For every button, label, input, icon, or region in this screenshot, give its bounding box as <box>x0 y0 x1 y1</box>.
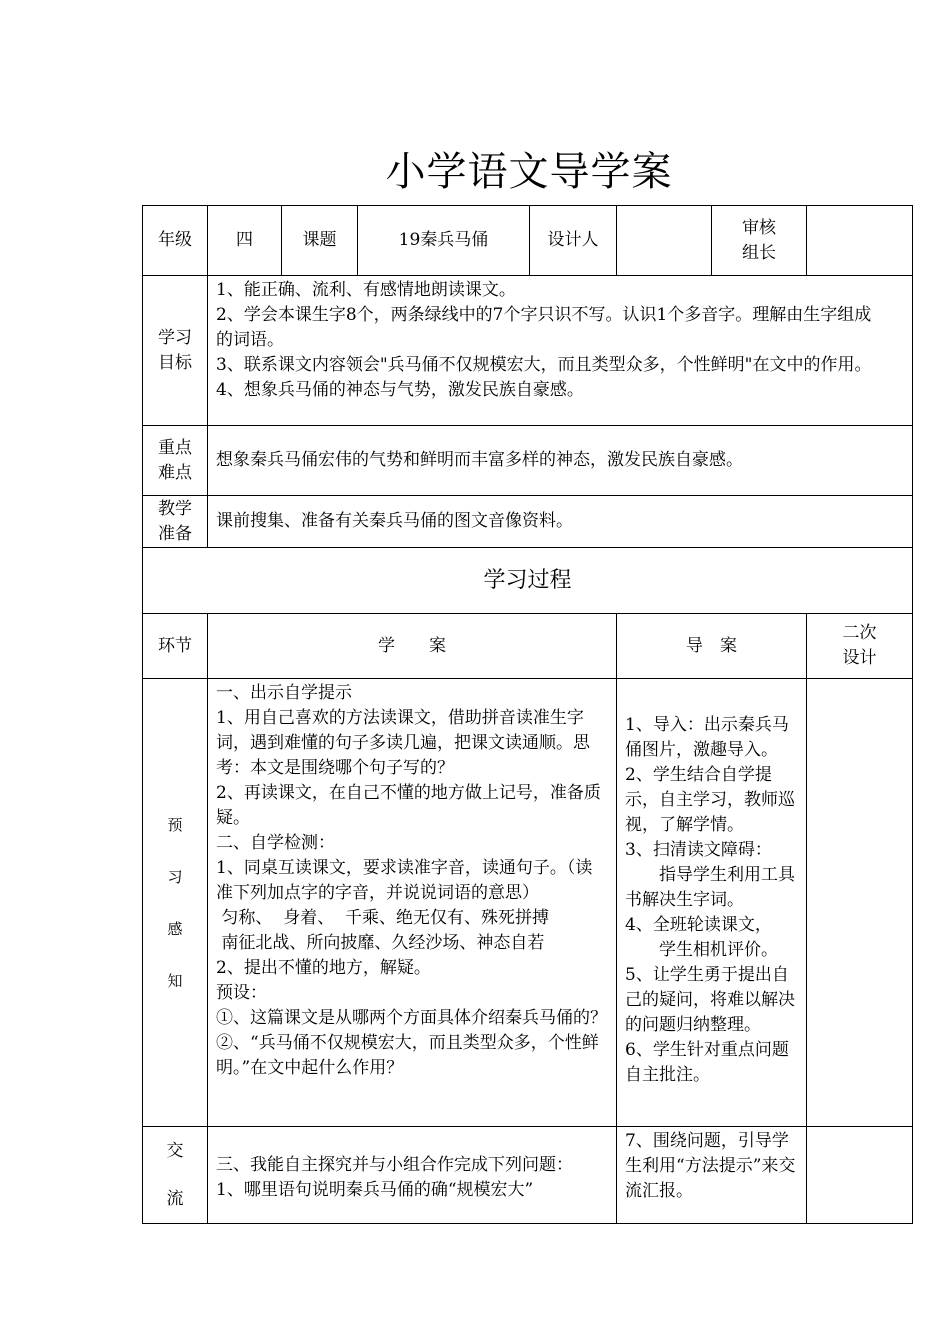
reviewer-value <box>807 206 913 276</box>
guide-line: 5、让学生勇于提出自己的疑问，将难以解决的问题归纳整理。 <box>625 965 795 1035</box>
guide-line: 1、导入：出示秦兵马俑图片，激趣导入。 <box>625 715 789 760</box>
study-line: ②、“兵马俑不仅规模宏大，而且类型众多，个性鲜明。”在文中起什么作用？ <box>216 1033 599 1078</box>
preview-study <box>208 679 617 1127</box>
col-second-design <box>807 614 913 679</box>
col-stage: 环节 <box>143 614 208 679</box>
exchange-study <box>208 1127 617 1224</box>
stage-char: 知 <box>167 971 183 990</box>
study-line: 1、用自己喜欢的方法读课文，借助拼音读准生字词，遇到难懂的句子多读几遍，把课文读通顺。思考：本文是围绕哪个句子写的？ <box>216 708 590 778</box>
column-header-row <box>143 614 913 679</box>
process-title-row <box>143 548 913 614</box>
lesson-plan-table <box>142 205 913 1224</box>
prep-label-line1: 教学 <box>158 498 192 519</box>
lesson-value: 19秦兵马俑 <box>358 206 530 276</box>
exchange-guide <box>617 1127 807 1224</box>
grade-value: 四 <box>208 206 282 276</box>
key-points-row <box>143 426 913 496</box>
preview-guide <box>617 679 807 1127</box>
stage-char: 预 <box>167 815 183 834</box>
study-line: 1、哪里语句说明秦兵马俑的确“规模宏大” <box>216 1180 534 1200</box>
study-line: 2、提出不懂的地方，解疑。 <box>216 958 431 978</box>
study-line: ①、这篇课文是从哪两个方面具体介绍秦兵马俑的？ <box>216 1008 607 1028</box>
designer-value <box>617 206 712 276</box>
stage-char: 习 <box>167 867 183 886</box>
exchange-second-design <box>807 1127 913 1224</box>
key-points-text: 想象秦兵马俑宏伟的气势和鲜明而丰富多样的神态，激发民族自豪感。 <box>208 426 913 496</box>
guide-line: 学生相机评价。 <box>659 940 778 960</box>
stage-char: 交 <box>166 1141 184 1161</box>
preview-stage <box>143 679 208 1127</box>
goals-label <box>143 276 208 426</box>
guide-line: 2、学生结合自学提示，自主学习，教师巡视，了解学情。 <box>625 765 795 835</box>
goals-label-line1: 学习 <box>158 327 192 348</box>
goal-item: 1、能正确、流利、有感情地朗读课文。 <box>216 280 516 300</box>
study-line: 2、再读课文，在自己不懂的地方做上记号，准备质疑。 <box>216 783 601 828</box>
guide-line: 指导学生利用工具书解决生字词。 <box>625 865 795 910</box>
key-points-label <box>143 426 208 496</box>
study-line: 预设： <box>216 983 267 1003</box>
study-line: 1、同桌互读课文，要求读准字音，读通句子。（读准下列加点字的字音，并说说词语的意思） <box>216 858 593 903</box>
exchange-row <box>143 1127 913 1224</box>
designer-label: 设计人 <box>530 206 617 276</box>
preview-second-design <box>807 679 913 1127</box>
goal-item: 4、想象兵马俑的神态与气势，激发民族自豪感。 <box>216 380 584 400</box>
stage-char: 感 <box>167 919 183 938</box>
col-second-line2: 设计 <box>842 648 877 668</box>
key-points-label-line1: 重点 <box>158 437 192 458</box>
prep-text: 课前搜集、准备有关秦兵马俑的图文音像资料。 <box>208 496 913 548</box>
prep-row <box>143 496 913 548</box>
study-line-words: 南征北战、所向披靡、久经沙场、神态自若 <box>216 933 545 953</box>
reviewer-label-line1: 审核 <box>742 217 776 238</box>
guide-line: 6、学生针对重点问题自主批注。 <box>625 1040 789 1085</box>
study-line: 一、出示自学提示 <box>216 683 352 703</box>
header-row <box>143 206 913 276</box>
col-study: 学 案 <box>208 614 617 679</box>
page-title: 小学语文导学案 <box>385 149 673 195</box>
preview-row <box>143 679 913 1127</box>
study-line: 三、我能自主探究并与小组合作完成下列问题： <box>216 1155 573 1175</box>
guide-line: 7、围绕问题，引导学生利用“方法提示”来交流汇报。 <box>625 1131 796 1201</box>
goals-row <box>143 276 913 426</box>
guide-line: 4、全班轮读课文， <box>625 915 772 935</box>
goal-item: 2、学会本课生字8个，两条绿线中的7个字只识不写。认识1个多音字。理解由生字组成 的词语。 <box>216 305 889 350</box>
exchange-stage <box>143 1127 208 1224</box>
col-second-line1: 二次 <box>842 623 877 643</box>
key-points-label-line2: 难点 <box>158 462 192 483</box>
goals-content <box>208 276 913 426</box>
prep-label-line2: 准备 <box>158 523 192 544</box>
process-title: 学习过程 <box>143 548 913 614</box>
lesson-label: 课题 <box>282 206 358 276</box>
reviewer-label-line2: 组长 <box>742 242 776 263</box>
goal-item: 3、联系课文内容领会"兵马俑不仅规模宏大，而且类型众多，个性鲜明"在文中的作用。 <box>216 355 872 375</box>
stage-char: 流 <box>166 1189 184 1209</box>
goals-label-line2: 目标 <box>158 352 192 373</box>
guide-line: 3、扫清读文障碍： <box>625 840 772 860</box>
study-line: 二、自学检测： <box>216 833 335 853</box>
study-line-words: 匀称、 身着、 千乘、绝无仅有、殊死拼搏 <box>216 908 550 928</box>
reviewer-label <box>712 206 807 276</box>
prep-label <box>143 496 208 548</box>
grade-label: 年级 <box>143 206 208 276</box>
col-guide: 导 案 <box>617 614 807 679</box>
